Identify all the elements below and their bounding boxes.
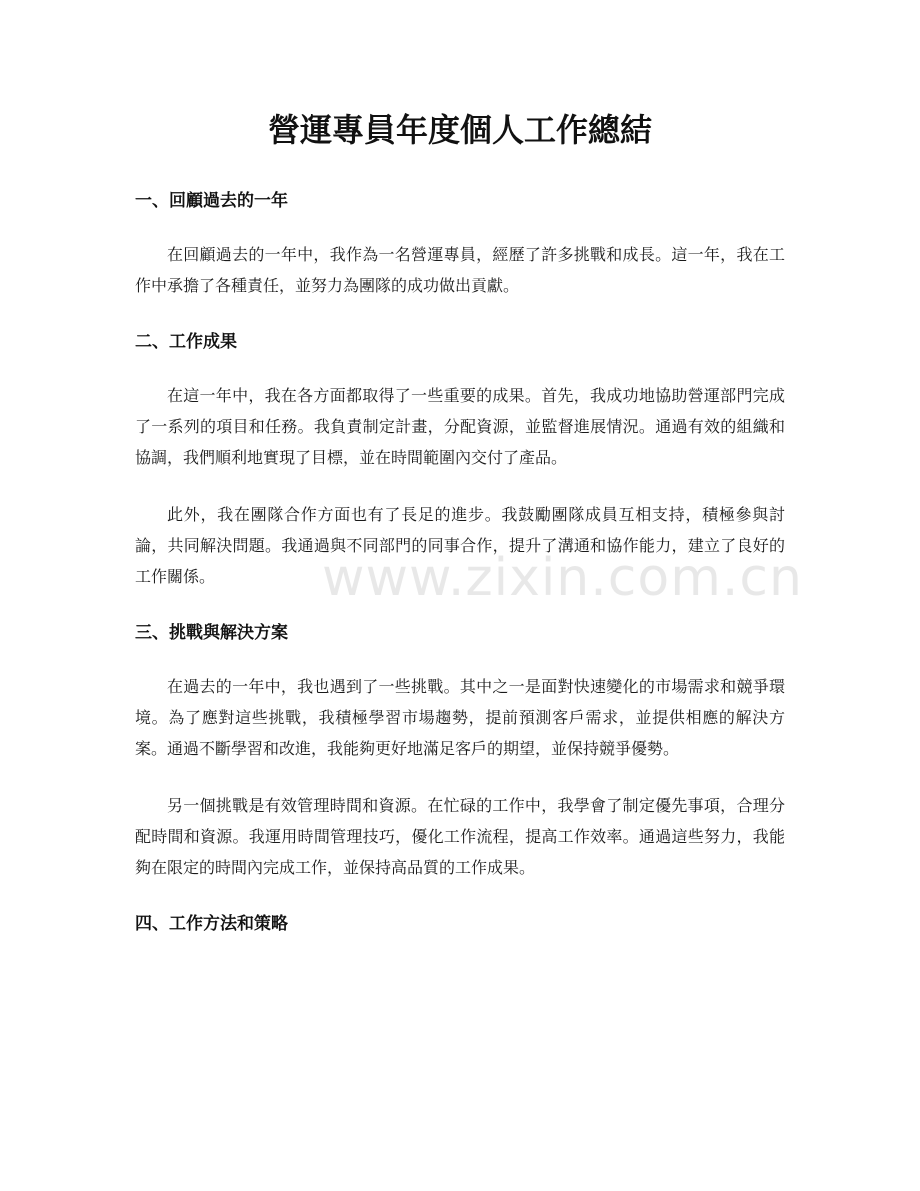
section-heading-review: 一、回顧過去的一年	[135, 191, 288, 211]
paragraph: 在過去的一年中，我也遇到了一些挑戰。其中之一是面對快速變化的市場需求和競爭環境。為了應對這些挑戰，我積極學習市場趨勢，提前預測客戶需求，並提供相應的解決方案。通過不斷學習和改進，我能夠更好地滿足客戶的期望，並保持競爭優勢。	[135, 677, 785, 758]
watermark: www.zixin.com.cn	[322, 548, 803, 608]
paragraph: 在這一年中，我在各方面都取得了一些重要的成果。首先，我成功地協助營運部門完成了一系列的項目和任務。我負責制定計畫，分配資源，並監督進展情況。通過有效的組織和協調，我們順利地實現了目標，並在時間範圍內交付了產品。	[135, 386, 785, 467]
section-heading-achievements: 二、工作成果	[135, 332, 237, 352]
document-title: 營運專員年度個人工作總結	[267, 111, 652, 149]
section-heading-methods: 四、工作方法和策略	[135, 914, 288, 934]
paragraph: 此外，我在團隊合作方面也有了長足的進步。我鼓勵團隊成員互相支持，積極參與討論，共同解決問題。我通過與不同部門的同事合作，提升了溝通和協作能力，建立了良好的工作關係。	[135, 505, 785, 586]
paragraph: 另一個挑戰是有效管理時間和資源。在忙碌的工作中，我學會了制定優先事項，合理分配時間和資源。我運用時間管理技巧，優化工作流程，提高工作效率。通過這些努力，我能夠在限定的時間內完成工作，並保持高品質的工作成果。	[135, 796, 785, 877]
section-heading-challenges: 三、挑戰與解決方案	[135, 623, 288, 643]
paragraph: 在回顧過去的一年中，我作為一名營運專員，經歷了許多挑戰和成長。這一年，我在工作中承擔了各種責任，並努力為團隊的成功做出貢獻。	[135, 245, 785, 295]
document-body	[135, 186, 785, 962]
